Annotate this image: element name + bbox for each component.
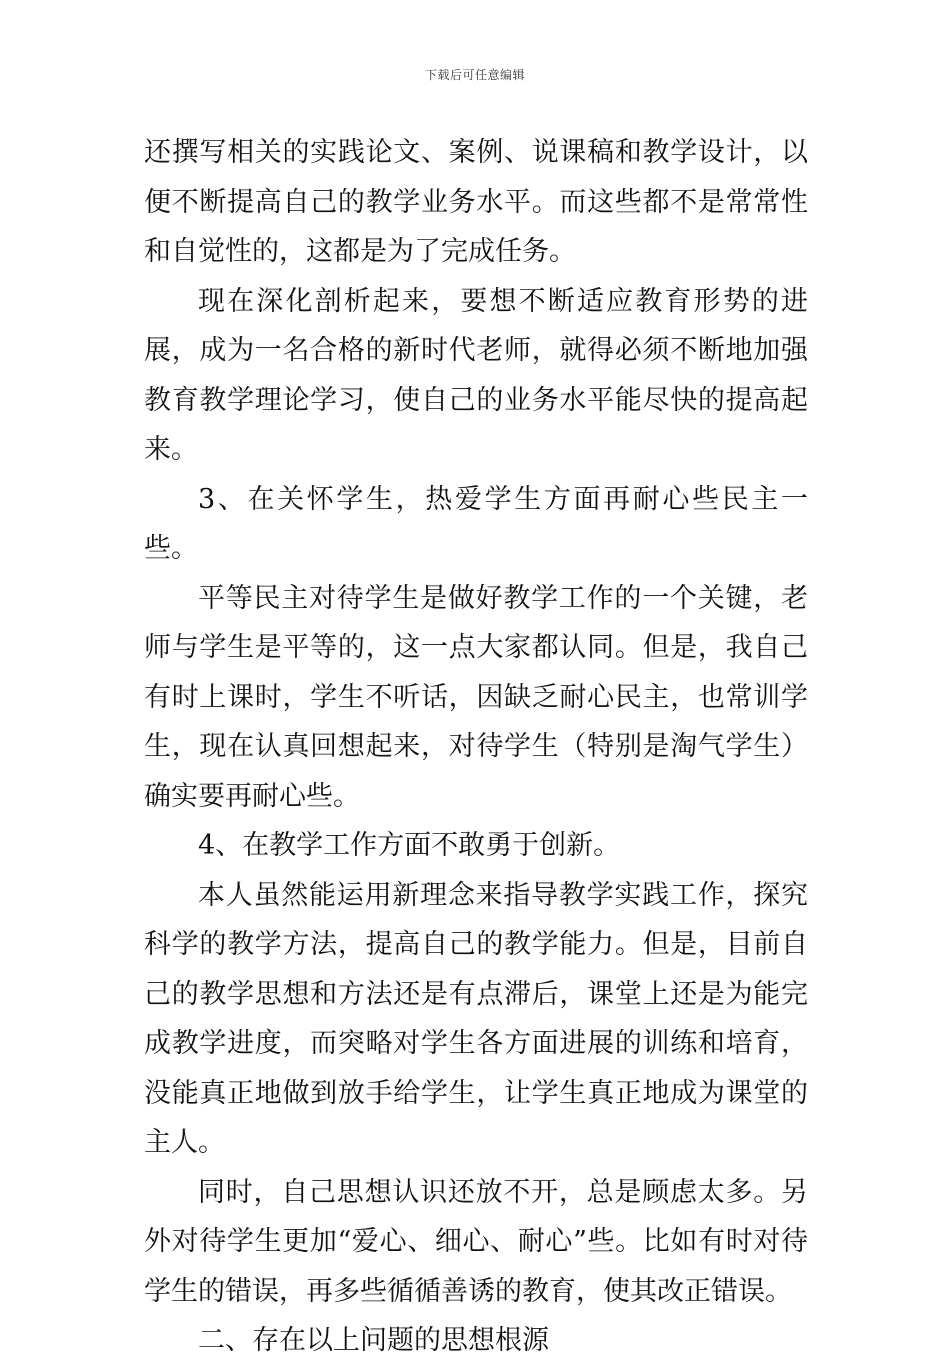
header-note: 下载后可任意编辑 <box>424 68 525 82</box>
paragraph-4: 平等民主对待学生是做好教学工作的一个关键，老师与学生是平等的，这一点大家都认同。但是，我自己有时上课时，学生不听话，因缺乏耐心民主，也常训学生，现在认真回想起来，对待学生（特别是淘气学生）确实要再耐心些。 <box>144 582 808 812</box>
section-heading: 二、存在以上问题的思想根源 <box>198 1325 549 1356</box>
paragraph-5-heading: 4、在教学工作方面不敢勇于创新。 <box>198 830 621 861</box>
paragraph-7: 同时，自己思想认识还放不开，总是顾虑太多。另外对待学生更加“爱心、细心、耐心”些。比如有时对待学生的错误，再多些循循善诱的教育，使其改正错误。 <box>144 1176 808 1307</box>
paragraph-2: 现在深化剖析起来，要想不断适应教育形势的进展，成为一名合格的新时代老师，就得必须不断地加强教育教学理论学习，使自己的业务水平能尽快的提高起来。 <box>144 285 808 465</box>
document-body <box>144 128 808 1366</box>
paragraph-3-heading: 3、在关怀学生，热爱学生方面再耐心些民主一些。 <box>144 483 808 564</box>
paragraph-6: 本人虽然能运用新理念来指导教学实践工作，探究科学的教学方法，提高自己的教学能力。但是，目前自己的教学思想和方法还是有点滞后，课堂上还是为能完成教学进度，而突略对学生各方面进展的训练和培育，没能真正地做到放手给学生，让学生真正地成为课堂的主人。 <box>144 879 808 1158</box>
paragraph-1: 还撰写相关的实践论文、案例、说课稿和教学设计，以便不断提高自己的教学业务水平。而这些都不是常常性和自觉性的，这都是为了完成任务。 <box>144 137 808 267</box>
